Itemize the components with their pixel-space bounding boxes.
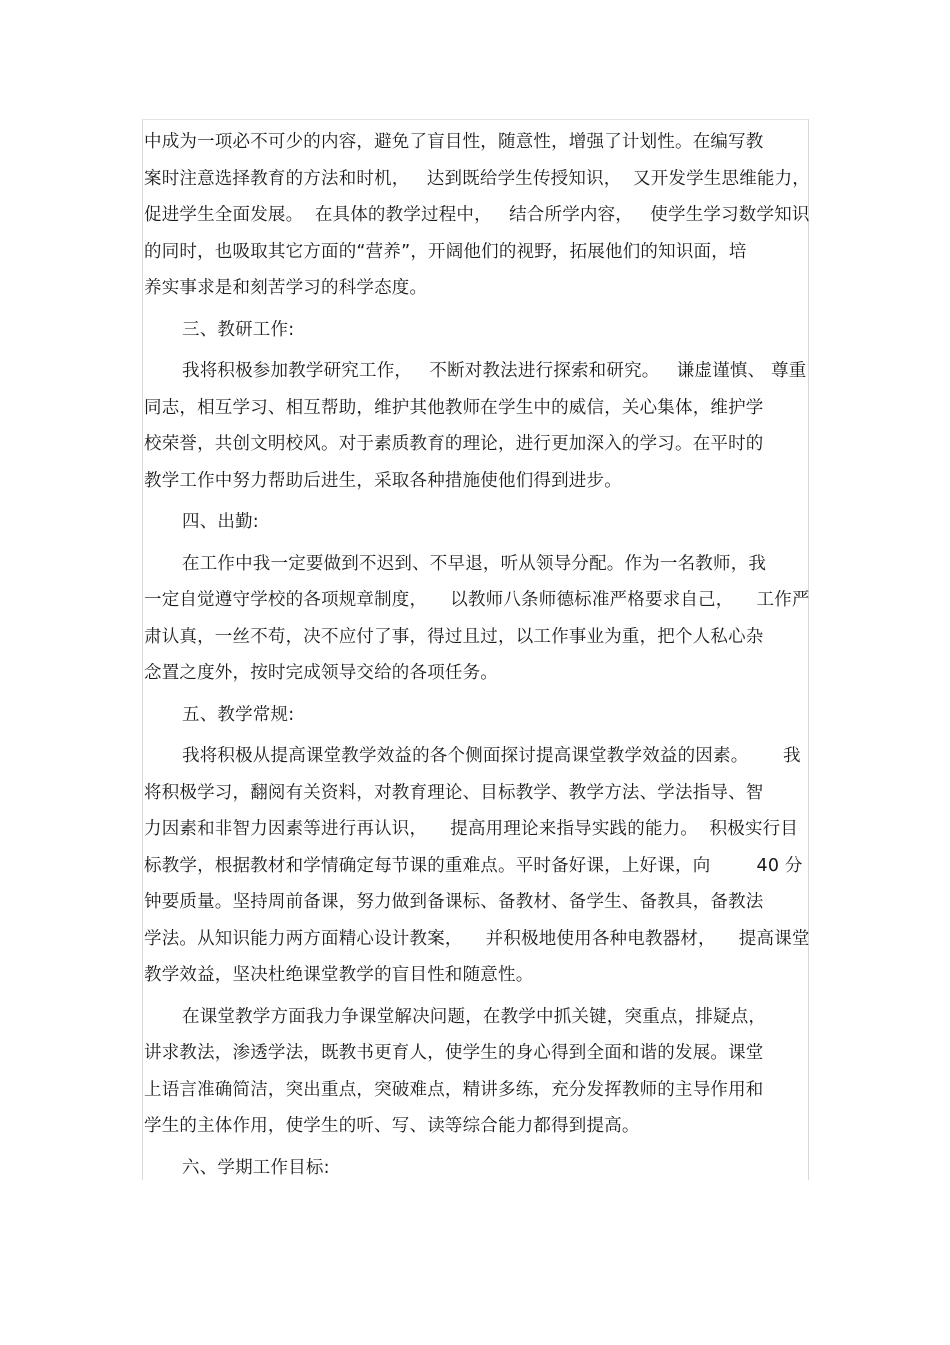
text-line: 教学工作中努力帮助后进生，采取各种措施使他们得到进步。 [144,470,622,491]
text-line: 一定自觉遵守学校的各项规章制度， 以教师八条师德标准严格要求自己， 工作严 [144,590,810,610]
text-line: 肃认真，一丝不苟，决不应付了事，得过且过，以工作事业为重，把个人私心杂 [144,626,764,647]
text-line: 力因素和非智力因素等进行再认识， 提高用理论来指导实践的能力。 积极实行目 [144,819,799,839]
text-line: 养实事求是和刻苦学习的科学态度。 [144,278,428,298]
text-line: 中成为一项必不可少的内容，避免了盲目性，随意性，增强了计划性。在编写教 [144,132,764,152]
text-line: 同志，相互学习、相互帮助，维护其他教师在学生中的威信，关心集体，维护学 [144,397,764,418]
text-line: 学法。从知识能力两方面精心设计教案， 并积极地使用各种电教器材， 提高课堂 [144,928,810,949]
paragraph-first-line: 我将积极参加教学研究工作， 不断对教法进行探索和研究。 谦虚谨慎、 尊重 [182,361,807,381]
text-line: 讲求教法，渗透学法，既教书更育人，使学生的身心得到全面和谐的发展。课堂 [144,1043,764,1063]
text-line: 念置之度外，按时完成领导交给的各项任务。 [144,663,498,683]
section-heading-teaching-routine: 五、教学常规: [182,704,295,725]
section-heading-semester-goals: 六、学期工作目标: [182,1157,330,1178]
document-body [144,124,811,1191]
text-line: 教学效益，坚决杜绝课堂教学的盲目性和随意性。 [144,965,534,985]
text-line: 学生的主体作用，使学生的听、写、读等综合能力都得到提高。 [144,1116,640,1136]
text-line: 案时注意选择教育的方法和时机， 达到既给学生传授知识， 又开发学生思维能力， [144,168,811,189]
section-heading-research: 三、教研工作: [182,319,295,340]
text-line: 标教学，根据教材和学情确定每节课的重难点。平时备好课，上好课，向 40 分 [144,855,803,876]
paragraph-first-line: 在工作中我一定要做到不迟到、不早退，听从领导分配。作为一名教师，我 [182,553,767,574]
text-line: 校荣誉，共创文明校风。对于素质教育的理论，进行更加深入的学习。在平时的 [144,434,764,454]
text-line: 钟要质量。坚持周前备课，努力做到备课标、备教材、备学生、备教具，备教法 [144,892,764,912]
text-line: 促进学生全面发展。 在具体的教学过程中， 结合所学内容， 使学生学习数学知识 [144,205,810,225]
paragraph-first-line: 在课堂教学方面我力争课堂解决问题，在教学中抓关键，突重点，排疑点， [182,1006,767,1027]
section-heading-attendance: 四、出勤: [182,512,259,532]
paragraph-first-line: 我将积极从提高课堂教学效益的各个侧面探讨提高课堂教学效益的因素。 我 [182,746,801,766]
text-line: 的同时，也吸取其它方面的“营养”，开阔他们的视野，拓展他们的知识面，培 [144,241,747,262]
text-line: 上语言准确简洁，突出重点，突破难点，精讲多练，充分发挥教师的主导作用和 [144,1079,764,1100]
text-line: 将积极学习，翻阅有关资料，对教育理论、目标教学、教学方法、学法指导、智 [144,782,764,803]
